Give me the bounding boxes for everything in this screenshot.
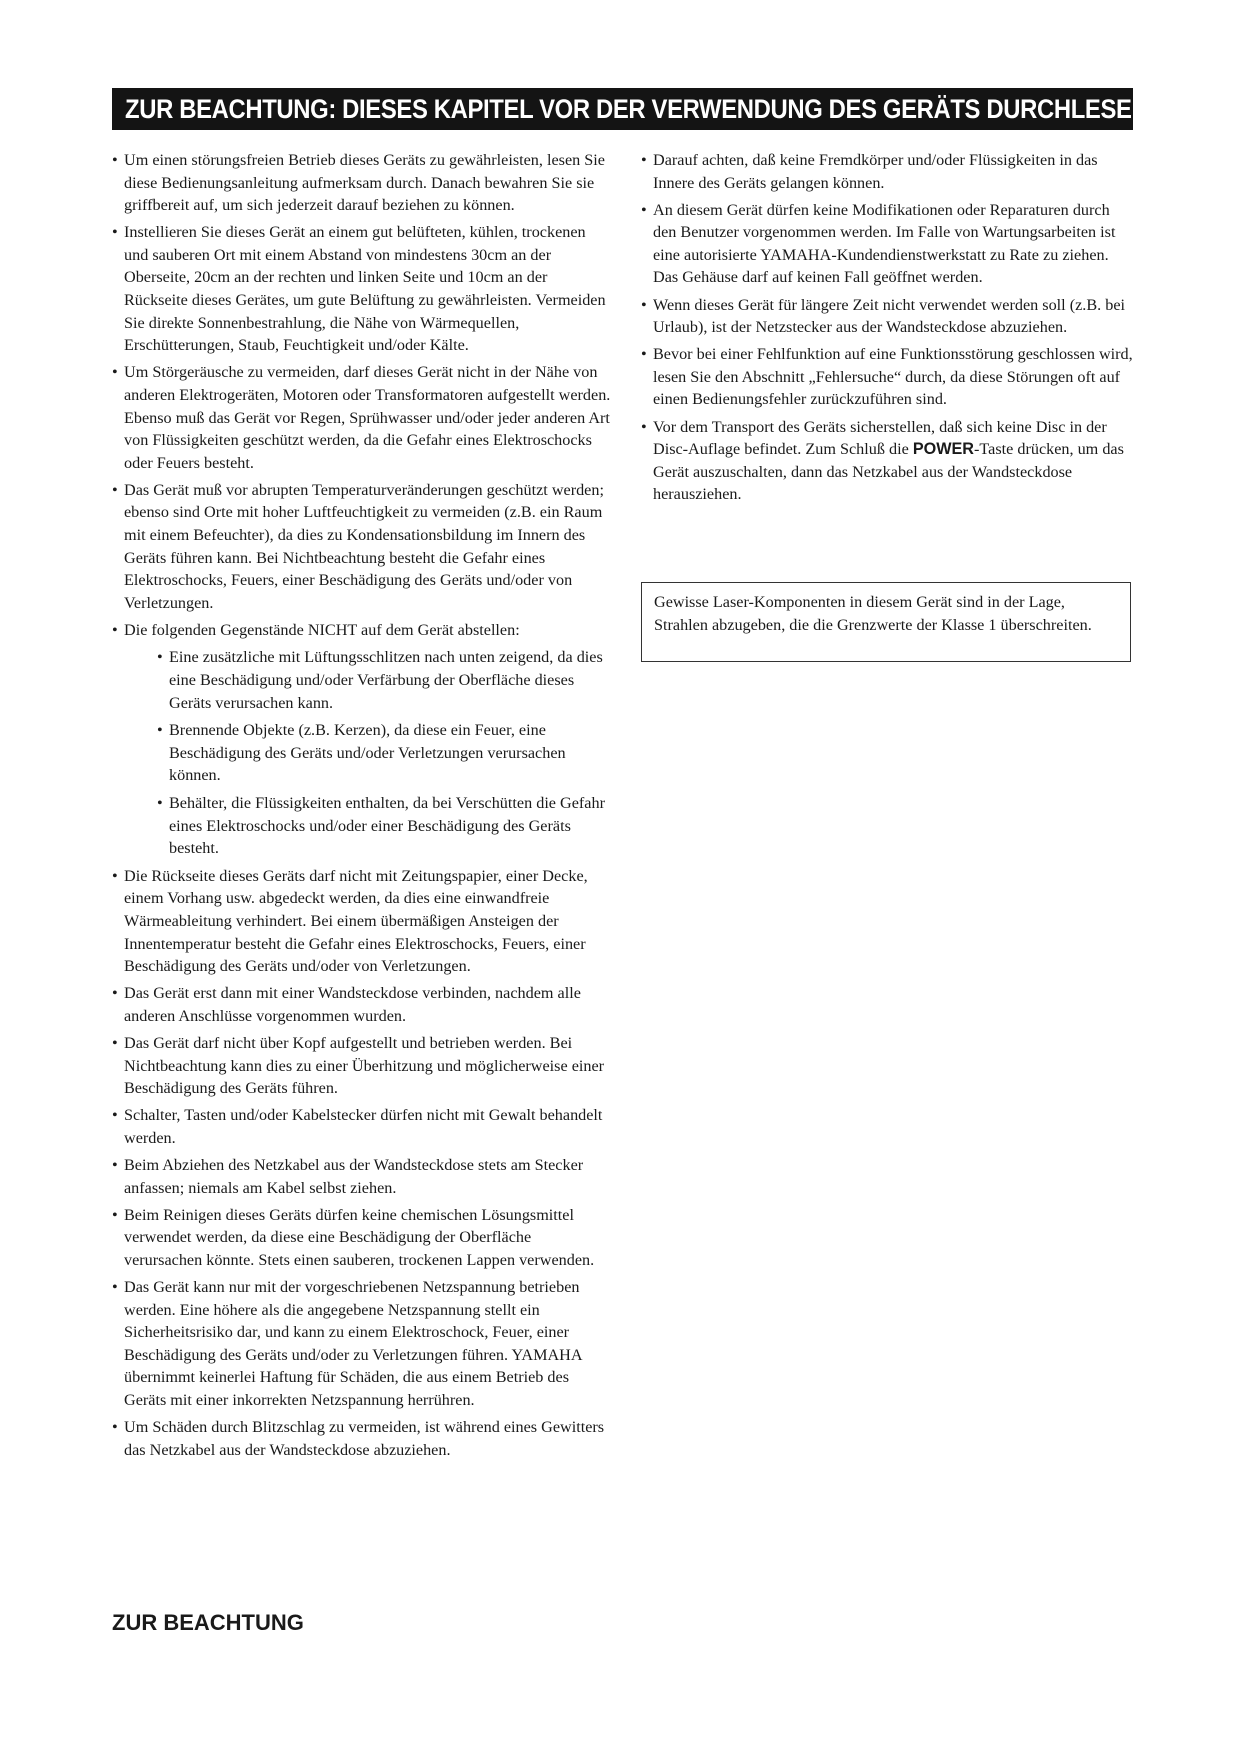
list-item-nicht-abstellen: [112, 619, 612, 860]
transport-text-after: -Taste drücken, um das Gerät auszuschalten, dann das Netzkabel aus der Wandsteckdose herausziehen.: [653, 440, 1124, 504]
list-item: • Das Gerät erst dann mit einer Wandsteckdose verbinden, nachdem alle anderen Anschlüsse vorgenommen wurden.: [112, 982, 612, 1027]
list-item-text: Die folgenden Gegenstände NICHT auf dem Gerät abstellen:: [124, 620, 520, 639]
list-item-transport: [641, 416, 1133, 506]
sub-list-item: • Behälter, die Flüssigkeiten enthalten, da bei Verschütten die Gefahr eines Elektroschocks und/oder einer Beschädigung des Geräts besteht.: [157, 792, 612, 860]
transport-text-before: Vor dem Transport des Geräts sicherstellen, daß sich keine Disc in der Disc-Auflage befindet. Zum Schluß die: [653, 417, 1107, 459]
caution-list-right: [641, 149, 1133, 506]
list-item: • Um Störgeräusche zu vermeiden, darf dieses Gerät nicht in der Nähe von anderen Elektrogeräten, Motoren oder Transformatoren aufgestellt werden. Ebenso muß das Gerät vor Regen, Sprühwasser und/oder jeder anderen Art von Flüssigkeiten geschützt werden, da die Gefahr eines Elektroschocks oder Feuers besteht.: [112, 361, 612, 474]
list-item: • Schalter, Tasten und/oder Kabelstecker dürfen nicht mit Gewalt behandelt werden.: [112, 1104, 612, 1149]
list-item: • Das Gerät muß vor abrupten Temperaturveränderungen geschützt werden; ebenso sind Orte mit hoher Luftfeuchtigkeit zu vermeiden (z.B. ein Raum mit einem Befeuchter), da dies zu Kondensationsbildung im Innern des Geräts führen kann. Bei Nichtbeachtung besteht die Gefahr eines Elektroschocks, Feuers, einer Beschädigung des Geräts und/oder von Verletzungen.: [112, 479, 612, 615]
chapter-title-bar: [112, 88, 1149, 130]
sub-list-item: • Brennende Objekte (z.B. Kerzen), da diese ein Feuer, eine Beschädigung des Geräts und/oder Verletzungen verursachen können.: [157, 719, 612, 787]
sub-list-item: • Eine zusätzliche mit Lüftungsschlitzen nach unten zeigend, da dies eine Beschädigung und/oder Verfärbung der Oberfläche dieses Geräts verursachen kann.: [157, 646, 612, 714]
laser-notice-box: [641, 582, 1131, 662]
left-column: [112, 149, 612, 1466]
list-item: • Darauf achten, daß keine Fremdkörper und/oder Flüssigkeiten in das Innere des Geräts gelangen können.: [641, 149, 1133, 194]
right-column: [641, 149, 1133, 510]
list-item: • Beim Reinigen dieses Geräts dürfen keine chemischen Lösungsmittel verwendet werden, da diese eine Beschädigung der Oberfläche verursachen könnte. Stets einen sauberen, trockenen Lappen verwenden.: [112, 1204, 612, 1272]
list-item: • Die Rückseite dieses Geräts darf nicht mit Zeitungspapier, einer Decke, einem Vorhang usw. abgedeckt werden, da dies eine einwandfreie Wärmeableitung verhindert. Bei einem übermäßigen Ansteigen der Innentemperatur besteht die Gefahr eines Elektroschocks, Feuers, einer Beschädigung des Geräts und/oder von Verletzungen.: [112, 865, 612, 978]
laser-notice-text: Gewisse Laser-Komponenten in diesem Gerät sind in der Lage, Strahlen abzugeben, die die Grenzwerte der Klasse 1 überschreiten.: [654, 593, 1092, 634]
page-footer-label: ZUR BEACHTUNG: [112, 1610, 304, 1635]
list-item: • Das Gerät kann nur mit der vorgeschriebenen Netzspannung betrieben werden. Eine höhere als die angegebene Netzspannung stellt ein Sicherheitsrisiko dar, und kann zu einem Elektroschock, Feuer, einer Beschädigung des Geräts und/oder zu Verletzungen führen. YAMAHA übernimmt keinerlei Haftung für Schäden, die aus einem Betrieb des Geräts mit einer inkorrekten Netzspannung herrühren.: [112, 1276, 612, 1412]
sub-list: [157, 646, 612, 859]
list-item: • Wenn dieses Gerät für längere Zeit nicht verwendet werden soll (z.B. bei Urlaub), ist der Netzstecker aus der Wandsteckdose abzuziehen.: [641, 294, 1133, 339]
chapter-title: ZUR BEACHTUNG: DIESES KAPITEL VOR DER VERWENDUNG DES GERÄTS DURCHLESEN: [125, 94, 1149, 124]
list-item: • Bevor bei einer Fehlfunktion auf eine Funktionsstörung geschlossen wird, lesen Sie den Abschnitt „Fehlersuche“ durch, da diese Störungen oft auf einen Bedienungsfehler zurückzuführen sind.: [641, 343, 1133, 411]
list-item: • Beim Abziehen des Netzkabel aus der Wandsteckdose stets am Stecker anfassen; niemals am Kabel selbst ziehen.: [112, 1154, 612, 1199]
list-item: • An diesem Gerät dürfen keine Modifikationen oder Reparaturen durch den Benutzer vorgenommen werden. Im Falle von Wartungsarbeiten ist eine autorisierte YAMAHA-Kundendienstwerkstatt zu Rate zu ziehen. Das Gehäuse darf auf keinen Fall geöffnet werden.: [641, 199, 1133, 289]
list-item: • Um einen störungsfreien Betrieb dieses Geräts zu gewährleisten, lesen Sie diese Bedienungsanleitung aufmerksam durch. Danach bewahren Sie sie griffbereit auf, um sich jederzeit darauf beziehen zu können.: [112, 149, 612, 217]
list-item: • Um Schäden durch Blitzschlag zu vermeiden, ist während eines Gewitters das Netzkabel aus der Wandsteckdose abzuziehen.: [112, 1416, 612, 1461]
list-item: • Das Gerät darf nicht über Kopf aufgestellt und betrieben werden. Bei Nichtbeachtung kann dies zu einer Überhitzung und möglicherweise einer Beschädigung des Geräts führen.: [112, 1032, 612, 1100]
power-key-label: POWER: [912, 440, 974, 459]
caution-list-left: [112, 149, 612, 1461]
list-item: • Instellieren Sie dieses Gerät an einem gut belüfteten, kühlen, trockenen und sauberen Ort mit einem Abstand von mindestens 30cm an der Oberseite, 20cm an der rechten und linken Seite und 10cm an der Rückseite dieses Gerätes, um gute Belüftung zu gewährleisten. Vermeiden Sie direkte Sonnenbestrahlung, die Nähe von Wärmequellen, Erschütterungen, Staub, Feuchtigkeit und/oder Kälte.: [112, 221, 612, 357]
